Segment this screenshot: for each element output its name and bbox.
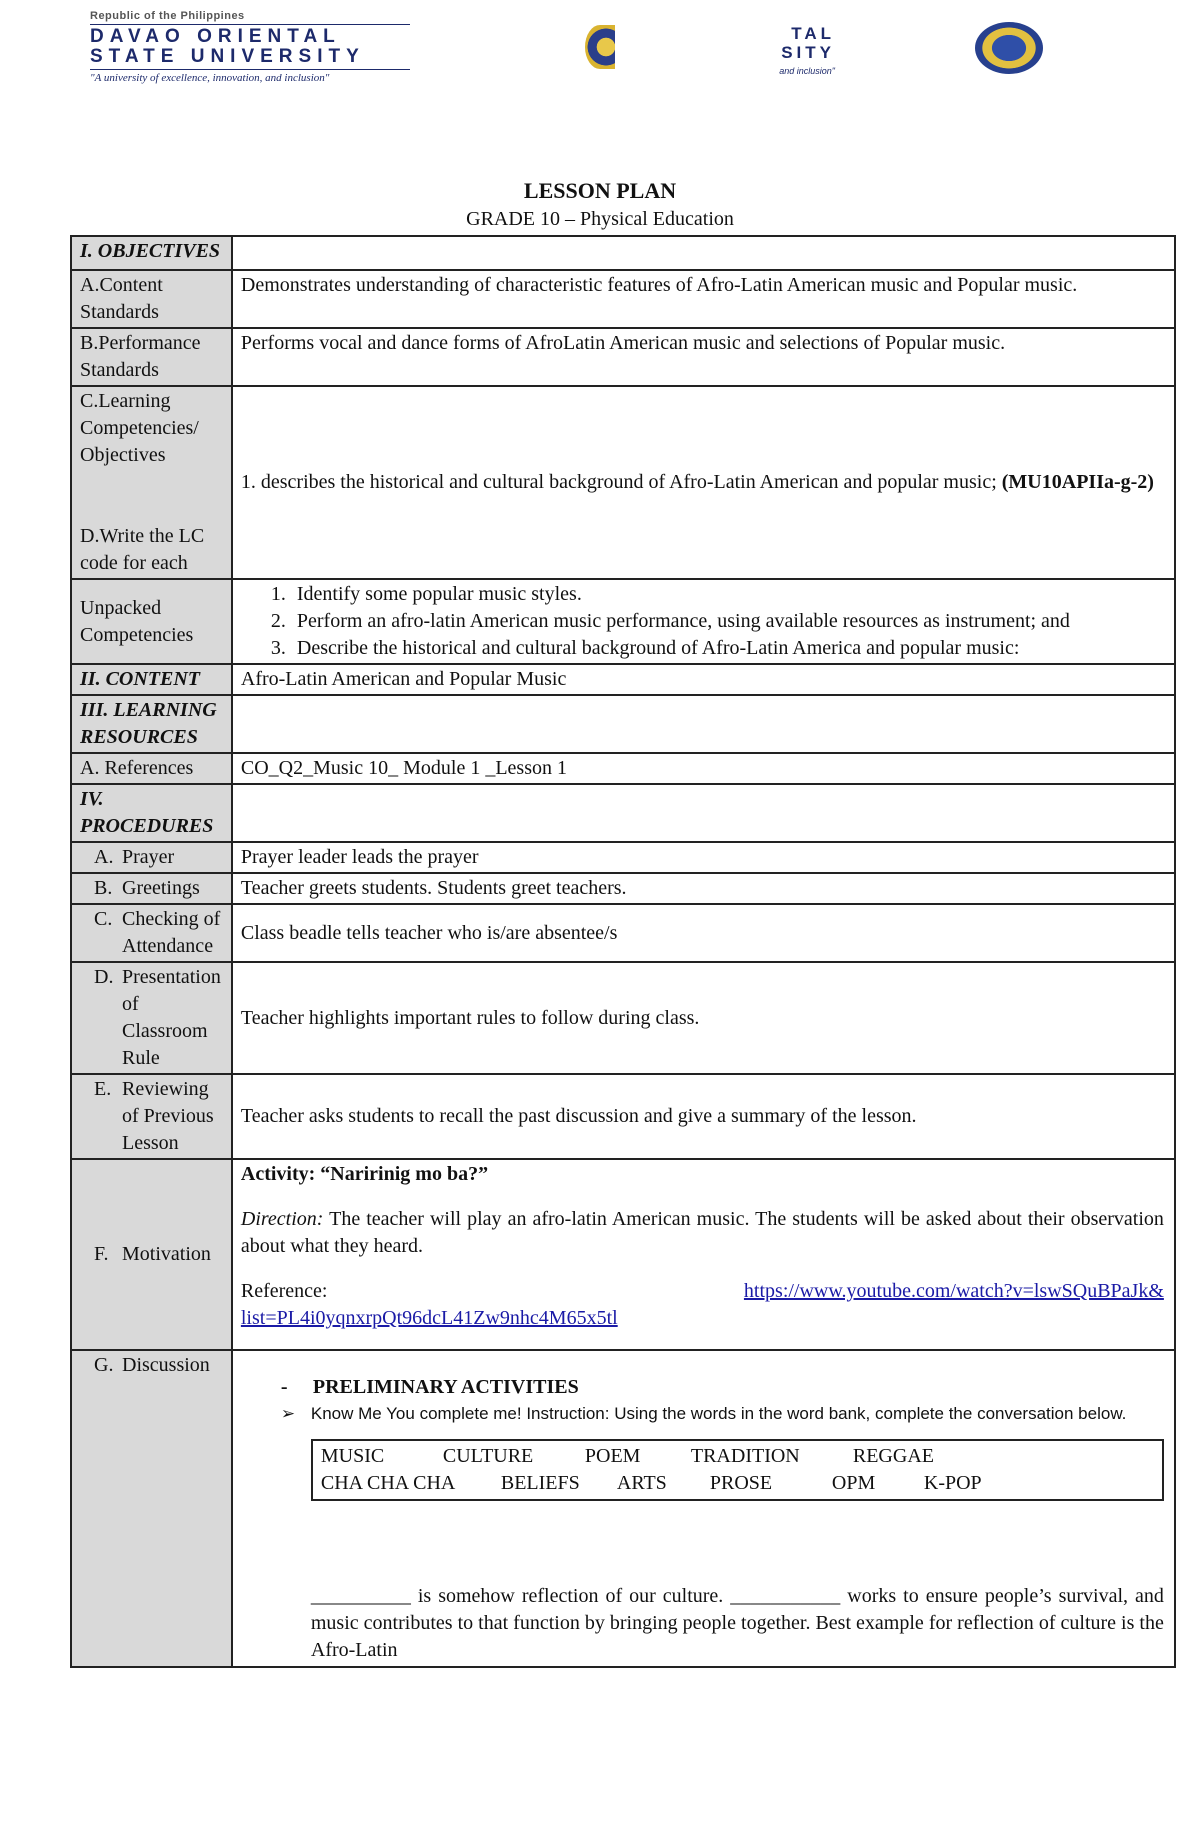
learning-competencies-label: C.Learning Competencies/ Objectives D.Write the LC code for each xyxy=(71,386,232,579)
lesson-plan-table xyxy=(70,235,1176,1668)
procedure-discussion-label: G. Discussion xyxy=(71,1350,232,1667)
list-item: 3. Describe the historical and cultural background of Afro-Latin America and popular music: xyxy=(291,635,1164,662)
procedure-attendance-value: Class beadle tells teacher who is/are absentee/s xyxy=(232,904,1175,962)
university-seal-icon xyxy=(975,22,1043,74)
content-standards-value: Demonstrates understanding of characteristic features of Afro-Latin American music and Popular music. xyxy=(232,270,1175,328)
word-bank: MUSIC CULTURE POEM TRADITION REGGAE CHA CHA CHA BELIEFS ARTS PROSE OPM K-POP xyxy=(311,1439,1164,1501)
reference-line: Reference: https://www.youtube.com/watch?v=lswSQuBPaJk&list=PL4i0yqnxrpQt96dcL41Zw9nhc4M65x5tl xyxy=(240,1280,1164,1329)
content-value: Afro-Latin American and Popular Music xyxy=(232,664,1175,695)
page-subtitle: GRADE 10 – Physical Education xyxy=(466,208,734,230)
procedure-review-label: E. Reviewing of Previous Lesson xyxy=(71,1074,232,1159)
procedure-greetings-label: B. Greetings xyxy=(71,873,232,904)
list-item: 2. Perform an afro-latin American music performance, using available resources as instrument; and xyxy=(291,608,1164,635)
lc-code-label: D.Write the LC code for each xyxy=(80,525,205,574)
references-value: CO_Q2_Music 10_ Module 1 _Lesson 1 xyxy=(232,753,1175,784)
instruction-text: ➢ Know Me You complete me! Instruction: Using the words in the word bank, complete the conversation below. xyxy=(241,1401,1164,1427)
university-logo-fragment: TAL SITY and inclusion" xyxy=(779,24,835,76)
lc-code: (MU10APIIa-g-2) xyxy=(1001,471,1154,493)
procedure-prayer-value: Prayer leader leads the prayer xyxy=(232,842,1175,873)
objectives-heading: I. OBJECTIVES xyxy=(71,236,232,270)
procedure-rules-label: D. Presentation of Classroom Rule xyxy=(71,962,232,1074)
header xyxy=(0,0,1200,90)
learning-resources-heading: III. LEARNING RESOURCES xyxy=(71,695,232,753)
procedures-heading: IV. PROCEDURES xyxy=(71,784,232,842)
seal-icon xyxy=(585,25,615,69)
list-item: 1. Identify some popular music styles. xyxy=(291,581,1164,608)
conversation-paragraph: __________ is somehow reflection of our culture. ___________ works to ensure people’s survival, and music contributes to that function by bringing people together. Best example for reflection of culture is the Afro-Latin xyxy=(310,1585,1164,1661)
learning-competencies-value: 1. describes the historical and cultural background of Afro-Latin American and popular music; (MU10APIIa-g-2) xyxy=(232,386,1175,579)
procedure-prayer-label: A. Prayer xyxy=(71,842,232,873)
university-name-line1: DAVAO ORIENTAL xyxy=(90,26,341,47)
procedure-motivation-label: F. Motivation xyxy=(71,1159,232,1350)
performance-standards-label: B.Performance Standards xyxy=(71,328,232,386)
procedure-motivation-value xyxy=(232,1159,1175,1350)
content-standards-label: A.Content Standards xyxy=(71,270,232,328)
procedure-greetings-value: Teacher greets students. Students greet teachers. xyxy=(232,873,1175,904)
republic-text: Republic of the Philippines xyxy=(90,10,245,22)
references-label: A. References xyxy=(71,753,232,784)
procedure-review-value: Teacher asks students to recall the past discussion and give a summary of the lesson. xyxy=(232,1074,1175,1159)
procedure-discussion-value xyxy=(232,1350,1175,1667)
content-heading: II. CONTENT xyxy=(71,664,232,695)
performance-standards-value: Performs vocal and dance forms of AfroLatin American music and selections of Popular music. xyxy=(232,328,1175,386)
unpacked-competencies-label: Unpacked Competencies xyxy=(71,579,232,664)
arrow-bullet-icon: ➢ xyxy=(280,1404,296,1424)
page-title: LESSON PLAN xyxy=(523,178,677,203)
university-name-line2: STATE UNIVERSITY xyxy=(90,46,365,67)
university-logo xyxy=(90,10,410,84)
direction-text: Direction: The teacher will play an afro-latin American music. The students will be asked about their observation about what they heard. xyxy=(240,1208,1164,1257)
procedure-rules-value: Teacher highlights important rules to follow during class. xyxy=(232,962,1175,1074)
reference-link[interactable]: https://www.youtube.com/watch?v=lswSQuBPaJk&list=PL4i0yqnxrpQt96dcL41Zw9nhc4M65x5tl xyxy=(240,1280,1164,1329)
unpacked-competencies-list xyxy=(232,579,1175,664)
university-tagline: "A university of excellence, innovation, and inclusion" xyxy=(90,72,330,84)
activity-title: Activity: “Naririnig mo ba?” xyxy=(240,1163,489,1185)
preliminary-heading: - PRELIMINARY ACTIVITIES xyxy=(280,1376,579,1398)
procedure-attendance-label: C. Checking of Attendance xyxy=(71,904,232,962)
